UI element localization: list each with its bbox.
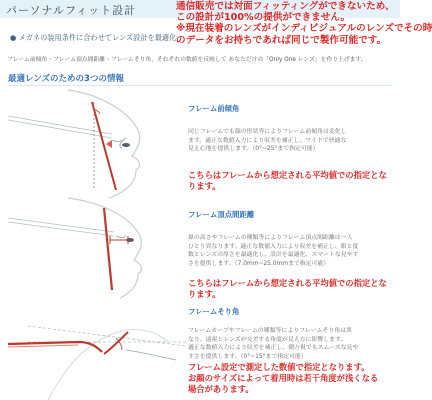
panel-description-line: なり、遠視とレンズが交差する角度が見え方に影響します。 [188,336,347,343]
notice-line: この設計が100%の提供ができません。 [176,12,351,24]
panel-pantoscopic-tilt [188,103,400,154]
panel-title: フレーム頂点間距離 [188,210,255,219]
panel-description [188,327,400,361]
face-form-angle-illustration [8,302,186,400]
panel-title: フレーム前傾角 [188,104,240,113]
section-title: 最適レンズのための3つの情報 [8,74,124,84]
panel-description-line: 同じフレームでも顔の形状等によりフレーム前傾角は変化し [188,129,347,135]
emphasis-line: フレーム設定で測定した数値で指定となります。 [188,362,370,372]
panel-description-line: 鼻の高さやフレームの種類等によりフレーム頂点間距離は一人 [188,235,353,241]
panel-emphasis [188,278,400,300]
notice-line: 通信販売では対面フィッティングができないため、 [176,1,395,12]
vertex-distance-illustration [8,198,186,298]
panel-description [188,234,400,268]
section-divider [7,85,393,86]
panel-emphasis [188,362,400,395]
emphasis-line: こちらはフレームから想定される平均値での指定とな [188,278,387,288]
panel-description-line: ひとり異なります。適正な数値入力により収差を補正し、眼と度 [188,243,359,250]
notice-line: ※現在装着のレンズがインディビジュアルのレンズでその時 [176,23,432,35]
optimization-note: ● メガネの装用条件に合わせてレンズ設計を最適化 [10,33,177,42]
panel-face-form-angle [188,306,400,361]
panel-description-line: 見え心地を提供します。（0°~25°まで指定可能） [188,146,319,153]
notice-line: のデータをお持ちであれば同じで製作可能です。 [176,34,387,46]
panel-description-line: さを提供します。（7.0mm~25.0mmまで指定可能） [188,260,330,267]
panel-title: フレームそり角 [188,307,240,316]
emphasis-line: こちらはフレームから想定される平均値での指定とな [188,170,387,180]
panel-emphasis [188,170,400,192]
panel-description-line: すさを提供します。（0°~15°まで指定可能） [188,353,307,360]
emphasis-line: ります。 [188,181,221,191]
panel-description-line: 数とレンズの厚さを最適化し、設計を最適化、スマートな見やす [188,252,359,259]
mail-order-notice [176,1,432,46]
panel-description-line: 適正な数値入力により収差を補正し、側方視でもスムーズな見や [188,345,359,352]
panel-description [188,128,400,154]
panel-description-line: ます。適正な数値入力により収差を補正し、ワイドで快適な [188,137,347,144]
emphasis-line: お顔のサイズによって着用時は若干角度が浅くなる [188,373,379,383]
emphasis-line: ります。 [188,289,221,299]
panel-description-line: フレームカーブやフレームの種類等によりフレームそり角は異 [188,328,352,334]
page-title: パーソナルフィット設計 [6,4,137,17]
pantoscopic-tilt-illustration [8,90,186,202]
intro-description: フレーム前傾角・フレーム頂点間距離・フレームそり角、それぞれの数値を反映して あなただけの「Only One レンズ」を作り上げます。 [7,57,367,63]
emphasis-line: 場合があります。 [188,384,254,394]
panel-vertex-distance [188,209,400,268]
